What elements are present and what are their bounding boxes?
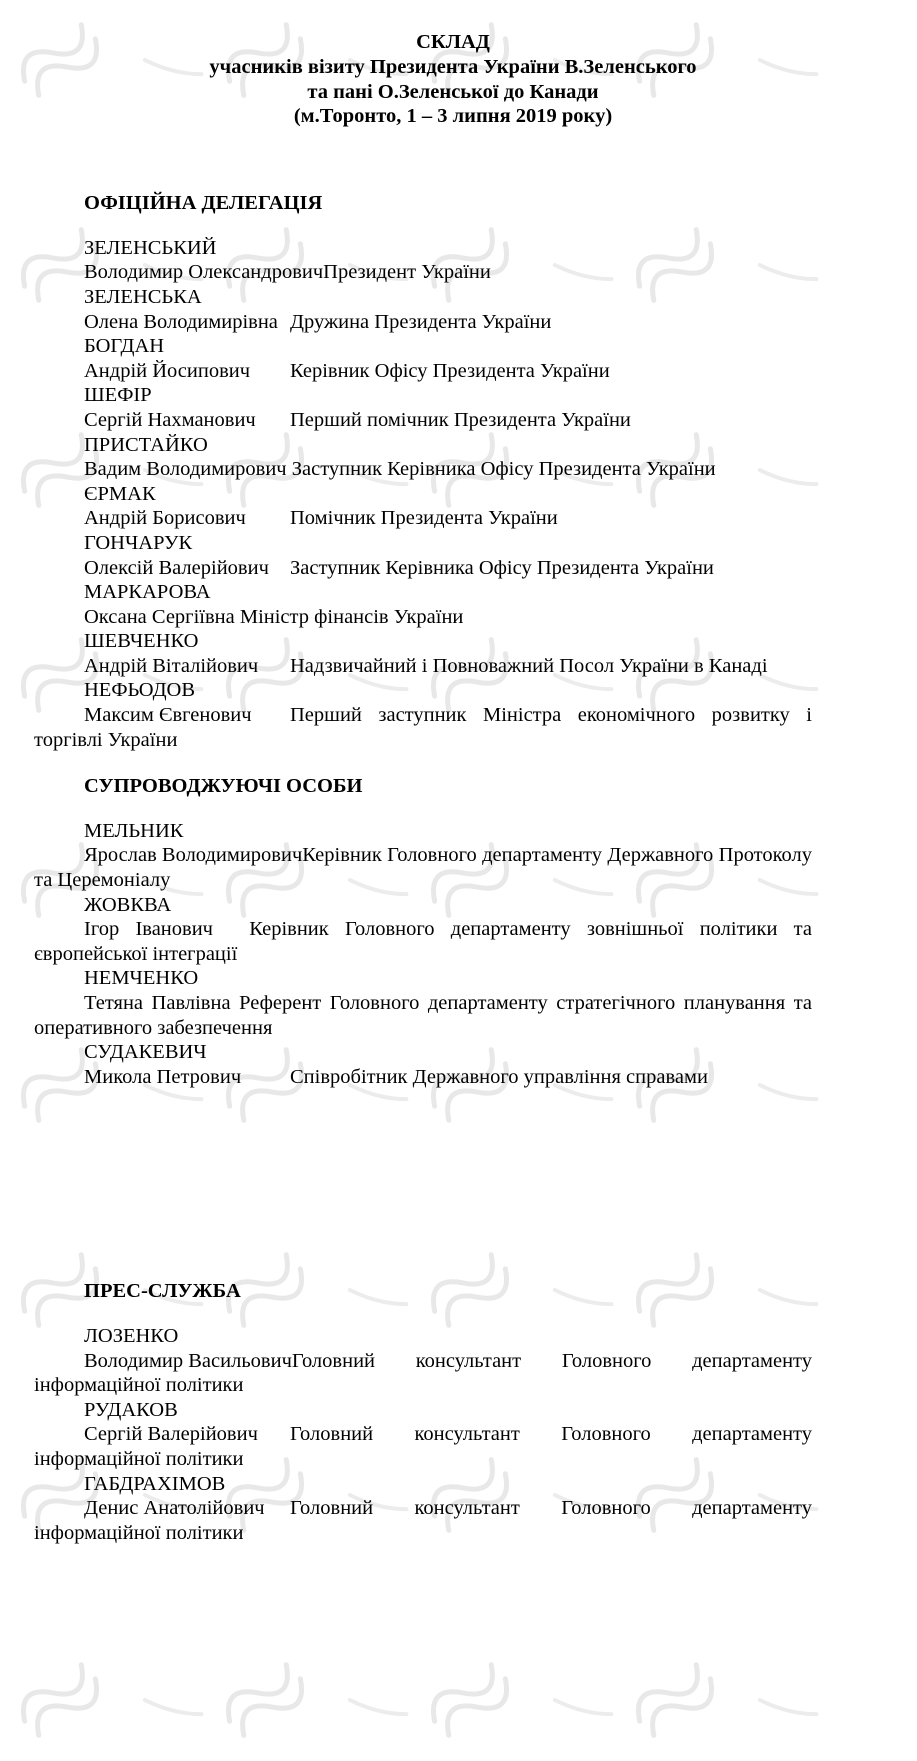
member-position: Заступник Керівника Офісу Президента України — [290, 556, 714, 579]
member-entry — [34, 531, 812, 580]
watermark-logo-icon — [629, 1619, 816, 1761]
document — [34, 30, 812, 1545]
member-position: Головний консультант Головного департаменту інформаційної політики — [34, 1349, 812, 1397]
member-name: Максим Євгенович — [84, 704, 252, 727]
member-details — [34, 917, 812, 966]
document-subtitle: та пані О.Зеленської до Канади — [307, 80, 599, 103]
member-position: Керівник Головного департаменту зовнішньої політики та європейської інтеграції — [34, 918, 812, 965]
member-name: Андрій Віталійович — [84, 654, 259, 677]
section-title: ПРЕС-СЛУЖБА — [84, 1280, 241, 1303]
watermark-logo-icon — [424, 1619, 611, 1761]
member-entry — [34, 580, 812, 629]
member-surname: МАРКАРОВА — [84, 581, 211, 604]
member-details — [34, 1349, 812, 1398]
member-surname: РУДАКОВ — [84, 1398, 178, 1421]
member-details — [34, 703, 812, 752]
member-name: Олексій Валерійович — [84, 556, 269, 579]
document-title: СКЛАД — [416, 31, 490, 53]
member-position: Керівник Офісу Президента України — [290, 359, 610, 382]
member-entry — [34, 334, 812, 383]
member-entry — [34, 285, 812, 334]
member-position: Керівник Головного департаменту Державного Протоколу та Церемоніалу — [34, 844, 812, 892]
member-name: Вадим Володимирович — [84, 458, 287, 481]
member-position: Співробітник Державного управління справами — [290, 1065, 708, 1088]
member-name: Ігор Іванович — [84, 918, 213, 941]
member-position: Головний консультант Головного департаменту інформаційної політики — [34, 1497, 812, 1544]
member-details — [34, 260, 812, 285]
member-entry — [34, 966, 812, 1040]
member-surname: БОГДАН — [84, 335, 165, 358]
member-surname: ЗЕЛЕНСЬКИЙ — [84, 236, 217, 259]
member-name: Володимир Олександрович — [84, 261, 324, 284]
member-surname: ШЕФІР — [84, 384, 152, 407]
member-position: Помічник Президента України — [290, 507, 558, 530]
member-details — [34, 1065, 812, 1090]
section-title: ОФІЦІЙНА ДЕЛЕГАЦІЯ — [84, 192, 323, 215]
member-name: Сергій Валерійович — [84, 1423, 258, 1446]
member-position: Дружина Президента України — [290, 310, 552, 333]
member-details — [34, 506, 812, 531]
section — [34, 774, 812, 1089]
member-details — [34, 1422, 812, 1471]
member-details — [34, 1496, 812, 1545]
member-entry — [34, 629, 812, 678]
member-name: Володимир Васильович — [84, 1349, 292, 1372]
member-details — [34, 843, 812, 892]
member-name: Тетяна Павлівна — [84, 992, 231, 1014]
member-surname: ЖОВКВА — [84, 893, 172, 916]
member-position: Надзвичайний і Повноважний Посол України в Канаді — [290, 654, 768, 677]
member-entry — [34, 236, 812, 285]
member-position: Заступник Керівника Офісу Президента України — [291, 458, 716, 481]
watermark-logo-icon — [219, 1619, 406, 1761]
member-entry — [34, 482, 812, 531]
member-position: Міністр фінансів України — [239, 605, 464, 628]
member-details — [34, 654, 812, 679]
watermark-logo-icon — [14, 1619, 201, 1761]
member-name: Олена Володимирівна — [84, 310, 278, 333]
member-surname: ПРИСТАЙКО — [84, 433, 208, 456]
member-entry — [34, 893, 812, 967]
member-name: Сергій Нахманович — [84, 408, 256, 431]
member-position: Перший помічник Президента України — [290, 408, 631, 431]
section — [34, 191, 812, 752]
member-name: Оксана Сергіївна — [84, 605, 235, 628]
member-entry — [34, 1472, 812, 1546]
member-surname: ГОНЧАРУК — [84, 531, 193, 554]
member-surname: МЕЛЬНИК — [84, 819, 184, 842]
member-entry — [34, 1040, 812, 1089]
member-name: Андрій Йосипович — [84, 359, 251, 382]
member-details — [34, 991, 812, 1040]
member-position: Головний консультант Головного департаменту інформаційної політики — [34, 1423, 812, 1470]
member-details — [34, 457, 812, 482]
member-surname: ЗЕЛЕНСЬКА — [84, 285, 202, 308]
section-title: СУПРОВОДЖУЮЧІ ОСОБИ — [84, 775, 363, 798]
member-entry — [34, 1324, 812, 1398]
member-details — [34, 359, 812, 384]
member-name: Микола Петрович — [84, 1065, 242, 1088]
member-surname: НЕМЧЕНКО — [84, 967, 199, 990]
member-name: Андрій Борисович — [84, 507, 246, 530]
member-surname: ЄРМАК — [84, 482, 156, 505]
member-details — [34, 605, 812, 630]
member-entry — [34, 819, 812, 893]
member-position: Референт Головного департаменту стратегічного планування та оперативного забезпечення — [34, 992, 813, 1039]
member-entry — [34, 383, 812, 432]
member-surname: НЕФЬОДОВ — [84, 679, 196, 702]
document-subtitle: (м.Торонто, 1 – 3 липня 2019 року) — [293, 105, 613, 128]
section — [34, 1279, 812, 1545]
member-entry — [34, 433, 812, 482]
member-surname: ГАБДРАХІМОВ — [84, 1472, 226, 1495]
member-entry — [34, 1398, 812, 1472]
member-position: Перший заступник Міністра економічного розвитку і торгівлі України — [34, 704, 812, 751]
member-surname: ШЕВЧЕНКО — [84, 630, 199, 653]
member-surname: ЛОЗЕНКО — [84, 1324, 179, 1347]
member-entry — [34, 678, 812, 752]
member-details — [34, 556, 812, 581]
member-details — [34, 408, 812, 433]
document-subtitle: учасників візиту Президента України В.Зеленського — [209, 55, 697, 78]
member-name: Денис Анатолійович — [84, 1497, 265, 1520]
member-details — [34, 310, 812, 335]
member-position: Президент України — [323, 261, 491, 284]
member-name: Ярослав Володимирович — [84, 844, 303, 867]
member-surname: СУДАКЕВИЧ — [84, 1041, 207, 1064]
